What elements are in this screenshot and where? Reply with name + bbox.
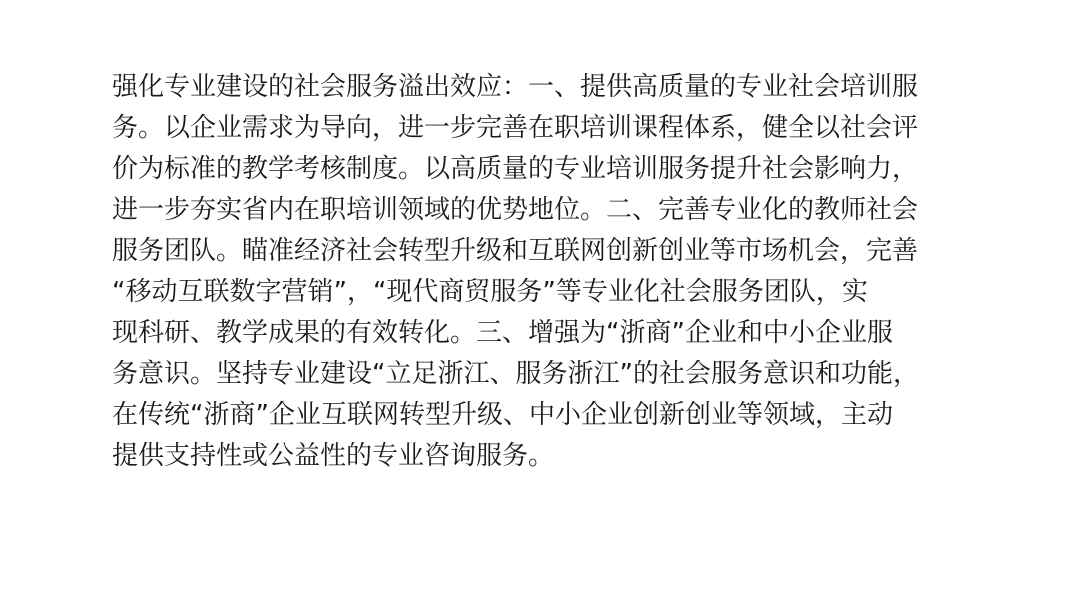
paragraph-line-1: 强化专业建设的社会服务溢出效应：一、提供高质量的专业社会培训服 bbox=[112, 72, 919, 102]
paragraph-line-10: 提供支持性或公益性的专业咨询服务。 bbox=[112, 441, 555, 471]
paragraph-line-4: 进一步夯实省内在职培训领域的优势地位。二、完善专业化的教师社会 bbox=[112, 195, 919, 225]
paragraph-line-2: 务。以企业需求为导向，进一步完善在职培训课程体系，健全以社会评 bbox=[112, 113, 919, 143]
paragraph-line-6: “移动互联数字营销”，“现代商贸服务”等专业化社会服务团队，实 bbox=[112, 277, 868, 307]
paragraph-line-8: 务意识。坚持专业建设“立足浙江、服务浙江”的社会服务意识和功能， bbox=[112, 359, 919, 389]
paragraph-line-9: 在传统“浙商”企业互联网转型升级、中小企业创新创业等领域，主动 bbox=[112, 400, 893, 430]
paragraph-line-3: 价为标准的教学考核制度。以高质量的专业培训服务提升社会影响力， bbox=[112, 154, 919, 184]
paragraph-line-5: 服务团队。瞄准经济社会转型升级和互联网创新创业等市场机会，完善 bbox=[112, 236, 919, 266]
paragraph-line-7: 现科研、教学成果的有效转化。三、增强为“浙商”企业和中小企业服 bbox=[112, 318, 893, 348]
body-paragraph bbox=[112, 67, 992, 477]
